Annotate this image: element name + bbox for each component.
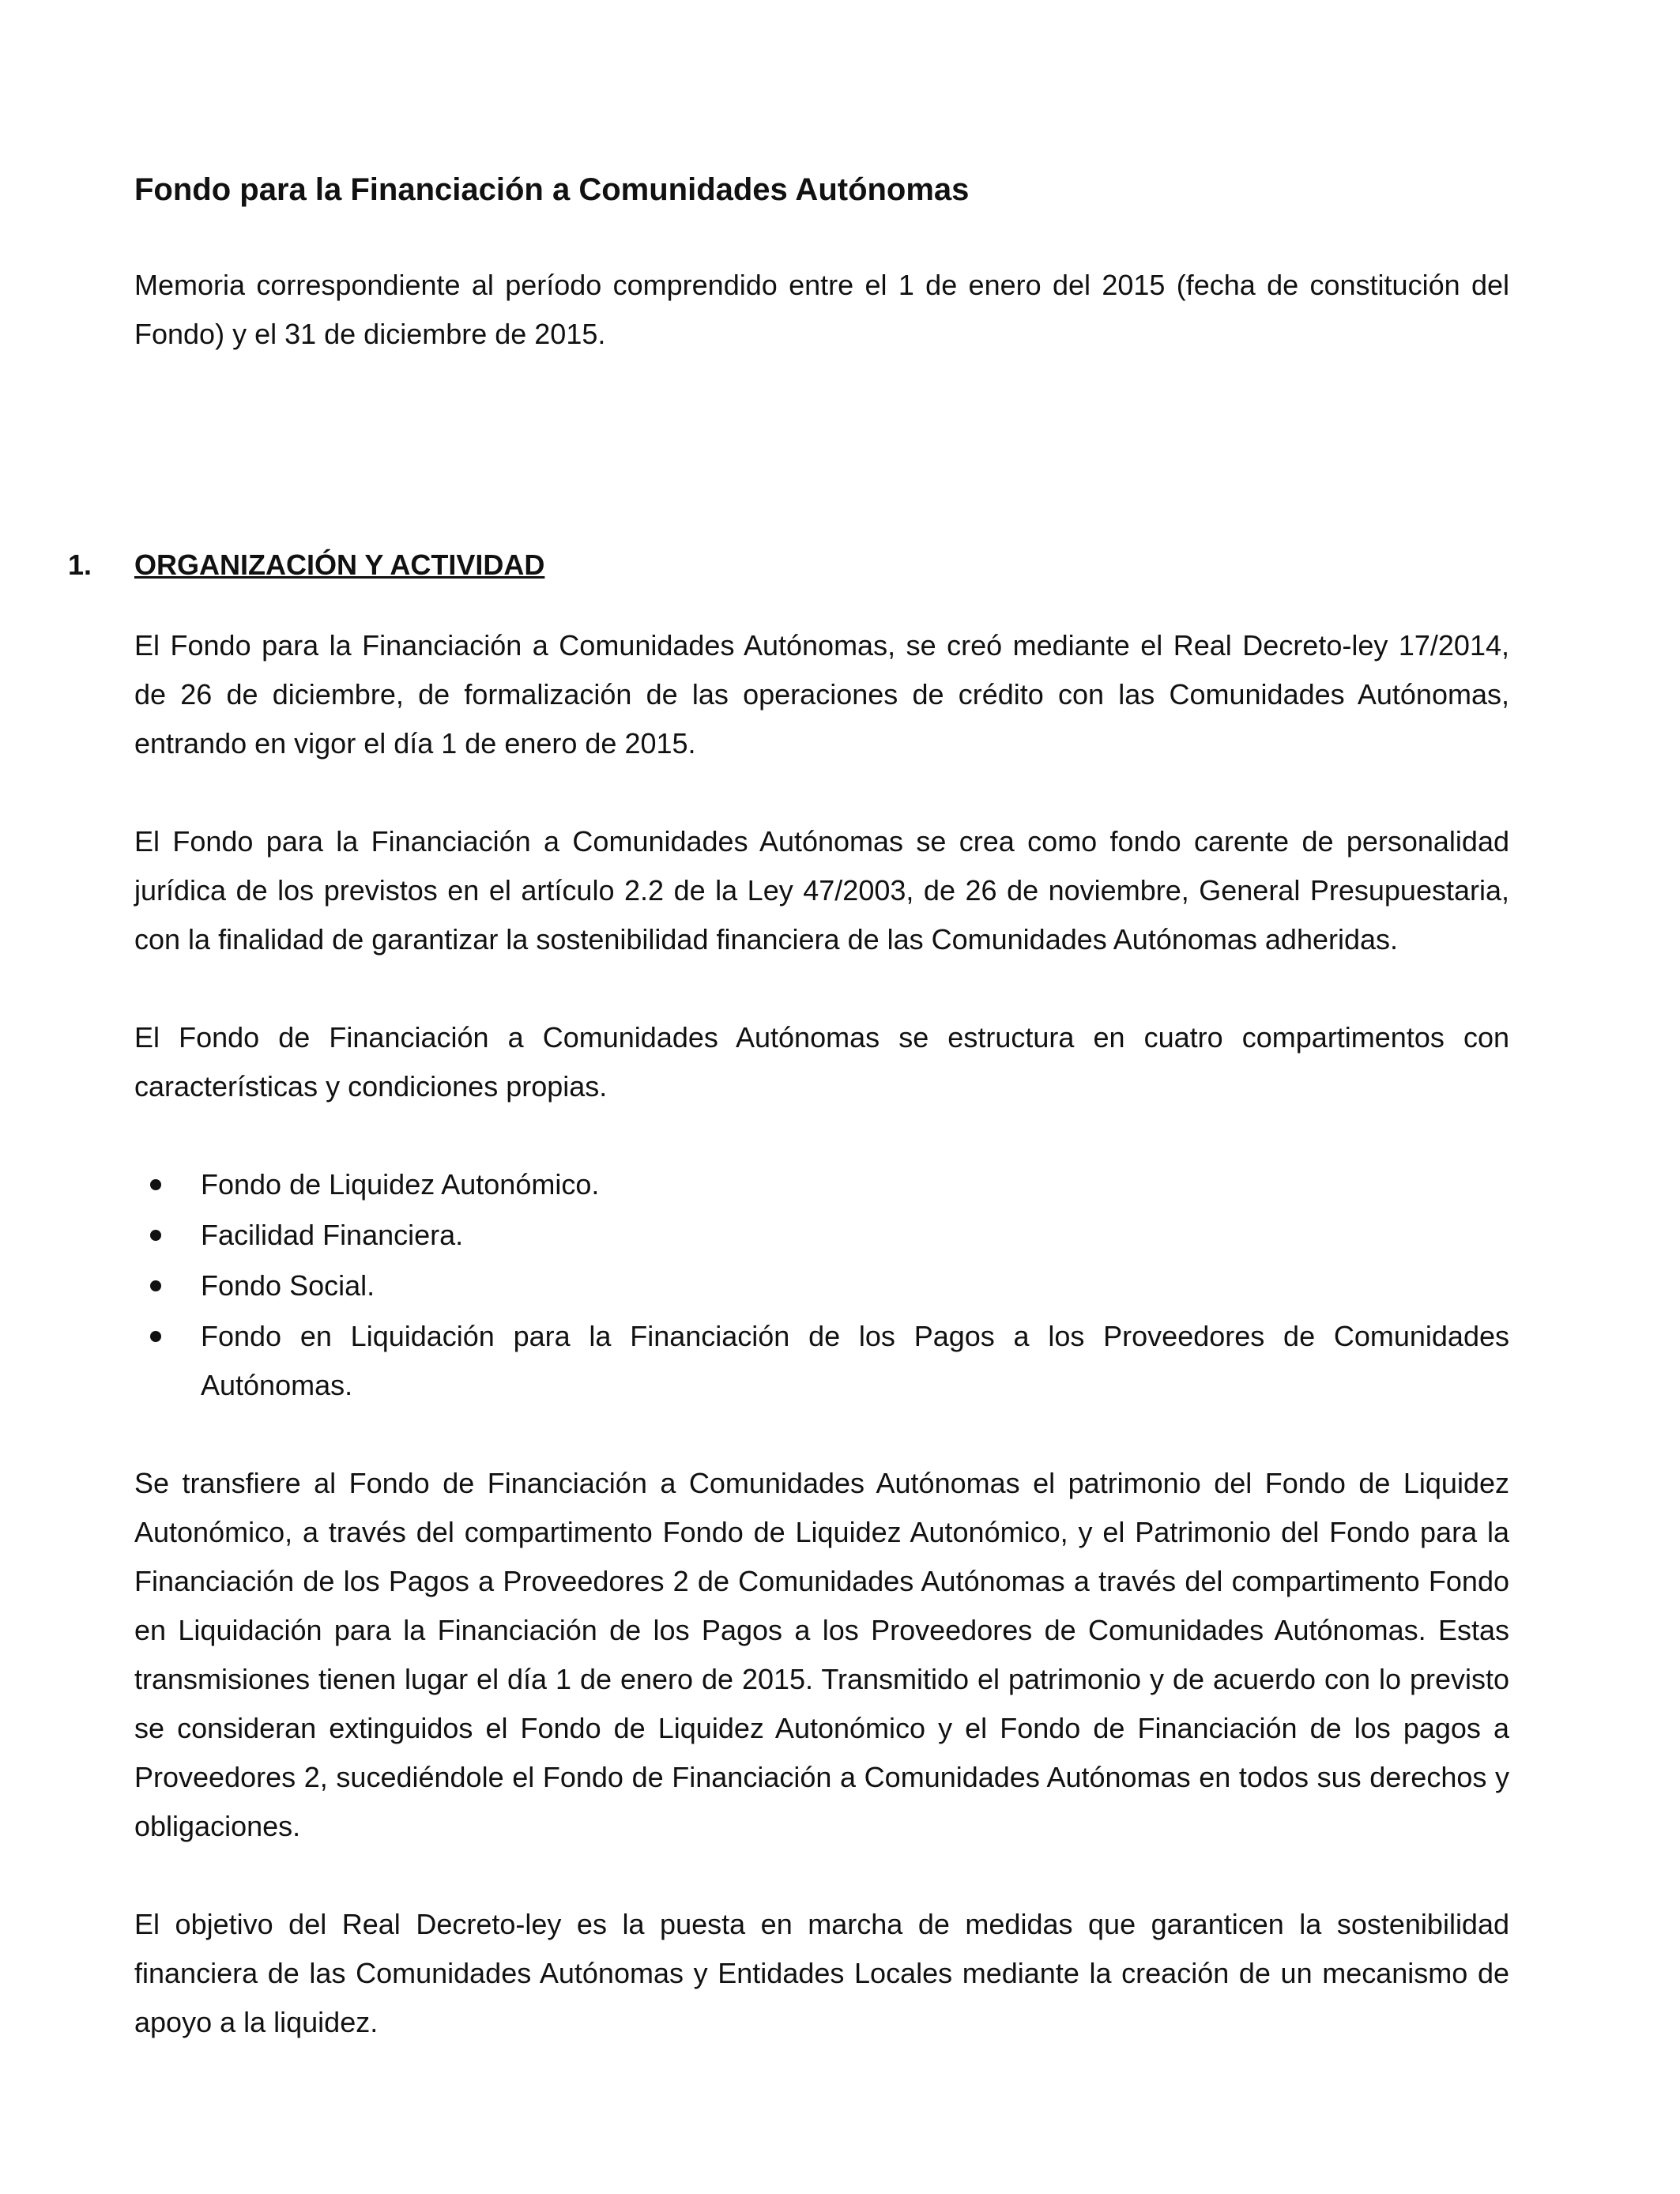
section-heading	[68, 541, 1509, 590]
list-item-text: Fondo de Liquidez Autonómico.	[201, 1168, 600, 1201]
list-item-text: Facilidad Financiera.	[201, 1219, 464, 1251]
list-item	[201, 1312, 1509, 1410]
list-item	[201, 1160, 1509, 1209]
paragraph-structure: El Fondo de Financiación a Comunidades Autónomas se estructura en cuatro compartimentos con características y condiciones propias.	[134, 1021, 1509, 1103]
list-item-text: Fondo Social.	[201, 1269, 375, 1302]
bullet-icon	[150, 1230, 161, 1241]
bullet-icon	[150, 1280, 161, 1291]
document-title: Fondo para la Financiación a Comunidades Autónomas	[134, 172, 970, 207]
compartments-list	[134, 1160, 1509, 1410]
section-title: ORGANIZACIÓN Y ACTIVIDAD	[134, 548, 545, 581]
bullet-icon	[150, 1179, 161, 1190]
paragraph-creation: El Fondo para la Financiación a Comunidades Autónomas, se creó mediante el Real Decreto-ley 17/2014, de 26 de diciembre, de formalización de las operaciones de crédito con las Comunidades Autónomas, entrando en vigor el día 1 de enero de 2015.	[134, 629, 1509, 760]
paragraph-objective: El objetivo del Real Decreto-ley es la puesta en marcha de medidas que garanticen la sostenibilidad financiera de las Comunidades Autónomas y Entidades Locales mediante la creación de un mecanismo de apoyo a la liquidez.	[134, 1908, 1509, 2038]
list-item	[201, 1211, 1509, 1260]
list-item-text: Fondo en Liquidación para la Financiación de los Pagos a los Proveedores de Comunidades Autónomas.	[201, 1320, 1509, 1401]
list-item	[201, 1261, 1509, 1310]
document-body	[68, 166, 1509, 2047]
section-number: 1.	[68, 548, 92, 581]
intro-paragraph: Memoria correspondiente al período comprendido entre el 1 de enero del 2015 (fecha de constitución del Fondo) y el 31 de diciembre de 2015.	[134, 269, 1509, 350]
paragraph-legal-nature: El Fondo para la Financiación a Comunidades Autónomas se crea como fondo carente de personalidad jurídica de los previstos en el artículo 2.2 de la Ley 47/2003, de 26 de noviembre, General Presupuestaria, con la finalidad de garantizar la sostenibilidad financiera de las Comunidades Autónomas adheridas.	[134, 825, 1509, 956]
paragraph-transfer: Se transfiere al Fondo de Financiación a Comunidades Autónomas el patrimonio del Fondo de Liquidez Autonómico, a través del compartimento Fondo de Liquidez Autonómico, y el Patrimonio del Fondo para la Financiación de los Pagos a Proveedores 2 de Comunidades Autónomas a través del compartimento Fondo en Liquidación para la Financiación de los Pagos a los Proveedores de Comunidades Autónomas. Estas transmisiones tienen lugar el día 1 de enero de 2015. Transmitido el patrimonio y de acuerdo con lo previsto se consideran extinguidos el Fondo de Liquidez Autonómico y el Fondo de Financiación de los pagos a Proveedores 2, sucediéndole el Fondo de Financiación a Comunidades Autónomas en todos sus derechos y obligaciones.	[134, 1467, 1509, 1842]
bullet-icon	[150, 1331, 161, 1342]
